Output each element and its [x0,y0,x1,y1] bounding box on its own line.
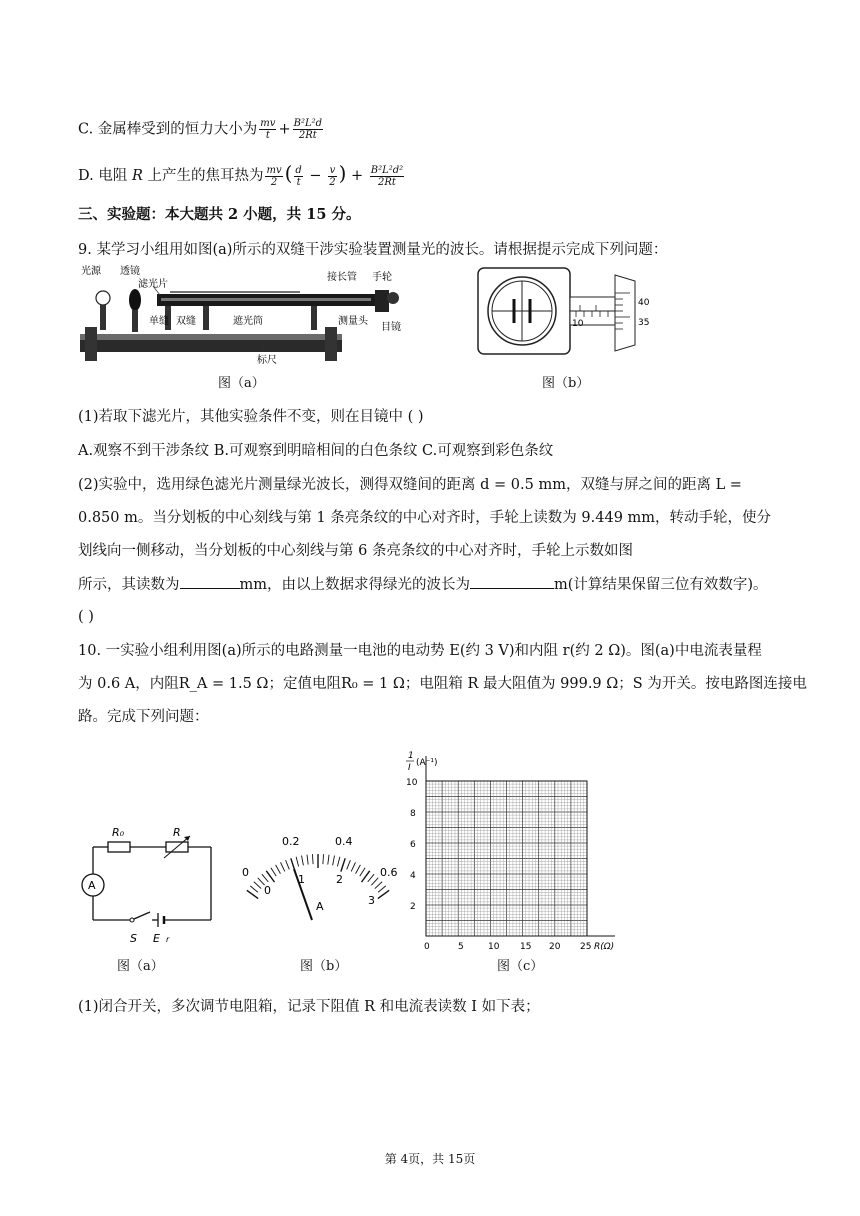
svg-text:10: 10 [406,778,418,788]
page-footer: 第 4页，共 15页 [384,1152,476,1166]
svg-text:0: 0 [242,866,249,879]
dial-tick [328,855,329,865]
svg-text:测量头: 测量头 [338,316,368,327]
svg-text:8: 8 [410,809,416,819]
q9-intro: 9. 某学习小组用如图(a)所示的双缝干涉实验装置测量光的波长。请根据提示完成下列问题： [78,242,668,258]
svg-text:10: 10 [488,942,500,952]
svg-text:0: 0 [264,884,271,897]
switch-icon [130,918,134,922]
dial-tick [341,858,345,871]
measuring-head-figure [470,263,670,363]
fraction: $\frac{\text{B²L²d²}}{2Rt}$ [370,164,404,188]
dial-tick [347,860,351,869]
dial-tick [356,865,361,874]
svg-text:R: R [173,826,181,839]
svg-text:20: 20 [549,942,561,952]
answer-blank-reading[interactable] [180,574,240,589]
dial-tick [333,856,335,866]
option-d: D. 电阻 R 上产生的焦耳热为 $\frac{mv}{2}$ ( $\frac{d}{t}$ − $\frac{v}{2}$ ) + $\frac{\text{B²L²d²}}{2Rt}$ [78,161,404,188]
svg-text:0.6: 0.6 [380,866,398,879]
svg-text:6: 6 [410,840,416,850]
dial-tick [302,856,304,866]
fraction: $\frac{\text{B²L²d}}{2Rt}$ [293,118,323,141]
svg-text:15: 15 [520,942,532,952]
svg-text:0.4: 0.4 [335,835,353,848]
lamp-icon [96,291,110,305]
svg-text:接长管: 接长管 [327,272,357,283]
svg-text:S: S [130,932,137,945]
dial-tick [371,878,378,885]
dial-tick [262,874,268,882]
dial-tick [312,854,313,864]
dial-tick [296,857,298,867]
svg-text:1: 1 [298,873,305,886]
dial-tick [378,886,386,892]
q9-part2-line2: 0.850 m。当分划板的中心刻线与第 1 条亮条纹的中心对齐时，手轮上读数为 9.449 mm，转动手轮，使分 [78,510,772,526]
q9-part1-options: A.观察不到干涉条纹 B.可观察到明暗相间的白色条纹 C.可观察到彩色条纹 [78,443,554,459]
dial-tick [323,854,324,864]
svg-text:(A⁻¹): (A⁻¹) [416,758,438,768]
q9-part2-line3: 划线向一侧移动，当分划板的中心刻线与第 6 条亮条纹的中心对齐时，手轮上示数如图 [78,543,633,559]
option-c: C. 金属棒受到的恒力大小为 $\frac{mv}{t}$ + $\frac{\text{B²L²d}}{2Rt}$ [78,118,323,141]
svg-text:4: 4 [410,871,416,881]
q10-line1: 10. 一实验小组利用图(a)所示的电路测量一电池的电动势 E(约 3 V)和内阻 r(约 2 Ω)。图(a)中电流表量程 [78,643,762,659]
svg-text:5: 5 [458,942,464,952]
ammeter-dial [240,822,410,922]
q10-part1: (1)闭合开关，多次调节电阻箱，记录下阻值 R 和电流表读数 I 如下表； [78,999,540,1015]
svg-text:A: A [316,900,324,913]
svg-text:手轮: 手轮 [372,272,392,283]
svg-text:I: I [408,763,411,773]
svg-text:35: 35 [638,318,650,328]
svg-text:2: 2 [410,902,416,912]
figure-c-caption-q10: 图（c） [497,959,544,974]
figure-b-caption-q10: 图（b） [300,959,348,974]
svg-text:0: 0 [424,942,430,952]
fraction: $\frac{mv}{t}$ [260,118,276,141]
svg-text:单缝: 单缝 [149,316,169,327]
figure-b-caption: 图（b） [542,376,590,391]
fraction: $\frac{v}{2}$ [329,164,336,188]
graph-grid [400,748,635,956]
q9-part1: (1)若取下滤光片，其他实验条件不变，则在目镜中 ( ) [78,409,424,425]
svg-text:R₀: R₀ [112,826,125,839]
dial-tick [254,882,261,889]
svg-text:遮光筒: 遮光筒 [233,316,263,327]
svg-text:滤光片: 滤光片 [138,279,168,290]
svg-text:E: E [153,932,160,945]
svg-text:双缝: 双缝 [176,316,196,327]
option-c-text: C. 金属棒受到的恒力大小为 [78,121,258,138]
dial-tick [276,865,281,874]
dial-tick [271,868,276,876]
svg-text:R(Ω): R(Ω) [594,942,615,952]
svg-text:r: r [166,935,170,944]
circuit-diagram [78,822,218,947]
figure-a-caption: 图（a） [218,376,265,391]
fraction: $\frac{mv}{2}$ [266,164,282,188]
q9-part2-line4: 所示，其读数为 mm，由以上数据求得绿光的波长为 m(计算结果保留三位有效数字)。 [78,574,768,595]
svg-text:光源: 光源 [81,266,101,277]
q10-line2: 为 0.6 A，内阻R_A = 1.5 Ω；定值电阻R₀ = 1 Ω；电阻箱 R 最大阻值为 999.9 Ω；S 为开关。按电路图连接电 [78,676,807,692]
dial-tick [375,882,382,889]
resistor-r0 [108,842,130,852]
section-heading: 三、实验题：本大题共 2 小题，共 15 分。 [78,206,361,223]
answer-blank-wavelength[interactable] [470,574,554,589]
fraction: $\frac{d}{t}$ [295,164,302,188]
dial-tick [250,886,258,892]
svg-text:标尺: 标尺 [257,355,277,366]
measuring-head [375,290,389,312]
svg-text:目镜: 目镜 [381,322,401,333]
base-rail [80,340,342,352]
svg-text:3: 3 [368,894,375,907]
q10-line3: 路。完成下列问题： [78,709,209,725]
figure-a-caption-q10: 图（a） [117,959,164,974]
svg-text:25: 25 [580,942,592,952]
dial-tick [351,862,355,871]
svg-text:透镜: 透镜 [120,266,140,277]
double-slit-apparatus-figure [75,262,415,367]
dial-tick [337,857,339,867]
q9-answer-paren: ( ) [78,609,94,625]
dial-tick [360,868,365,876]
svg-text:10: 10 [572,319,584,329]
dial-tick [286,860,290,869]
svg-text:2: 2 [336,873,343,886]
svg-text:0.2: 0.2 [282,835,300,848]
dial-tick [281,862,285,871]
q9-part2-line1: (2)实验中，选用绿色滤光片测量绿光波长，测得双缝间的距离 d = 0.5 mm，双缝与屏之间的距离 L = [78,477,742,493]
lens-icon [129,289,141,311]
svg-text:40: 40 [638,298,650,308]
dial-tick [368,874,374,882]
svg-text:A: A [88,879,96,892]
dial-tick [307,855,308,865]
grid-lines [426,781,587,936]
graph-y-label: 1 [408,751,414,761]
